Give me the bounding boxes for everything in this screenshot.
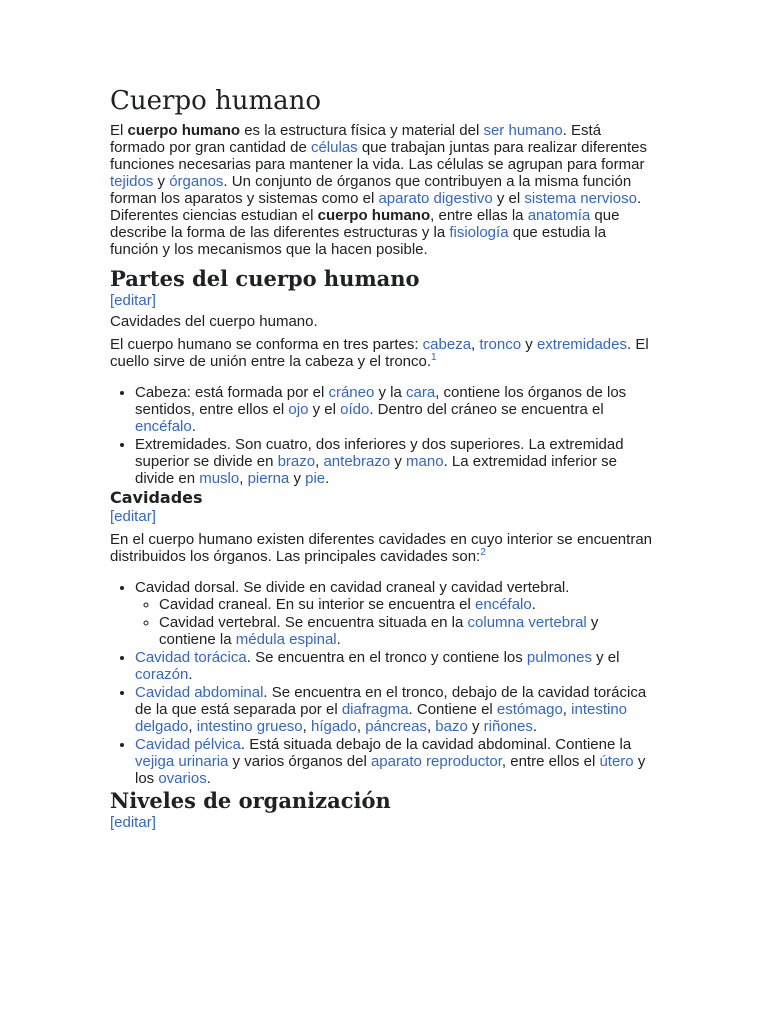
- wiki-link[interactable]: cráneo: [328, 384, 375, 401]
- wiki-link[interactable]: riñones: [483, 718, 533, 735]
- partes-paragraph: El cuerpo humano se conforma en tres partes: cabeza, tronco y extremidades. El cuello sirve de unión entre la cabeza y el tronco.$^1$: [110, 336, 649, 370]
- wiki-link[interactable]: extremidades: [536, 336, 627, 353]
- edit-link-partes[interactable]: [editar]: [110, 292, 156, 309]
- wiki-link[interactable]: estómago: [496, 701, 563, 718]
- wiki-link[interactable]: ojo: [288, 401, 309, 418]
- wiki-link[interactable]: pierna: [247, 470, 290, 487]
- page-title: Cuerpo humano: [110, 86, 322, 116]
- intro-paragraph: El cuerpo humano es la estructura física y material del ser humano. Está formado por gran cantidad de células que trabajan juntas para realizar diferentes funciones necesarias para mantener la vida. Las células se agrupan para formar tejidos y órganos. Un conjunto de órganos que contribuyen a la misma función forman los aparatos y sistemas como el aparato digestivo y el sistema nervioso. Diferentes ciencias estudian el cuerpo humano, entre ellas la anatomía que describe la forma de las diferentes estructuras y la fisiología que estudia la función y los mecanismos que la hacen posible.: [110, 122, 648, 258]
- list-item: ◦ Cavidad craneal. En su interior se encuentra el encéfalo.: [159, 596, 655, 613]
- wiki-link[interactable]: anatomía: [527, 207, 591, 224]
- list-item: [135, 579, 655, 648]
- wiki-link[interactable]: corazón: [135, 666, 189, 683]
- wiki-link[interactable]: cara: [406, 384, 436, 401]
- wiki-link[interactable]: muslo: [199, 470, 240, 487]
- wiki-link[interactable]: médula espinal: [235, 631, 337, 648]
- wiki-link[interactable]: intestino grueso: [196, 718, 303, 735]
- wiki-link[interactable]: Cavidad torácica: [135, 649, 247, 666]
- wiki-link[interactable]: columna vertebral: [467, 614, 587, 631]
- wiki-link[interactable]: órganos: [169, 173, 224, 190]
- wiki-link[interactable]: oído: [340, 401, 370, 418]
- wiki-link[interactable]: fisiología: [449, 224, 509, 241]
- wiki-link[interactable]: aparato digestivo: [378, 190, 493, 207]
- bold-term: cuerpo humano: [317, 207, 431, 224]
- wiki-link[interactable]: ser humano: [483, 122, 563, 139]
- wiki-link[interactable]: intestino delgado: [135, 701, 628, 735]
- wiki-link[interactable]: pie: [305, 470, 326, 487]
- footnote-link[interactable]: 1: [431, 352, 437, 363]
- list-item: • Cavidad pélvica. Está situada debajo de la cavidad abdominal. Contiene la vejiga urinaria y varios órganos del aparato reproductor, entre ellos el útero y los ovarios.: [135, 736, 655, 787]
- wiki-link[interactable]: mano: [406, 453, 444, 470]
- wiki-link[interactable]: aparato reproductor: [370, 753, 502, 770]
- cavidades-paragraph: En el cuerpo humano existen diferentes cavidades en cuyo interior se encuentran distribuidos los órganos. Las principales cavidades son:$^2$: [110, 531, 652, 565]
- wiki-link[interactable]: vejiga urinaria: [135, 753, 229, 770]
- wiki-link[interactable]: hígado: [310, 718, 357, 735]
- list-item: • Cavidad abdominal. Se encuentra en el tronco, debajo de la cavidad torácica de la que está separada por el diafragma. Contiene el estómago, intestino delgado, intestino grueso, hígado, páncreas, bazo y riñones.: [135, 684, 655, 735]
- wiki-link[interactable]: encéfalo: [135, 418, 192, 435]
- wiki-link[interactable]: bazo: [435, 718, 468, 735]
- edit-link-cavidades[interactable]: [editar]: [110, 508, 156, 525]
- image-caption: Cavidades del cuerpo humano.: [110, 313, 318, 330]
- wiki-link[interactable]: antebrazo: [323, 453, 391, 470]
- section-heading-niveles: Niveles de organización: [110, 788, 391, 813]
- wiki-link[interactable]: encéfalo: [475, 596, 532, 613]
- article: [110, 84, 655, 835]
- wiki-link[interactable]: tronco: [479, 336, 522, 353]
- wiki-link[interactable]: sistema nervioso: [524, 190, 637, 207]
- wiki-link[interactable]: tejidos: [110, 173, 154, 190]
- wiki-link[interactable]: pulmones: [526, 649, 592, 666]
- partes-list: [110, 384, 655, 487]
- wiki-link[interactable]: células: [310, 139, 358, 156]
- edit-link-niveles[interactable]: [editar]: [110, 814, 156, 831]
- wiki-link[interactable]: cabeza: [422, 336, 472, 353]
- wiki-link[interactable]: ovarios: [158, 770, 207, 787]
- list-item: • Cabeza: está formada por el cráneo y la cara, contiene los órganos de los sentidos, entre ellos el ojo y el oído. Dentro del cráneo se encuentra el encéfalo.: [135, 384, 655, 435]
- section-heading-cavidades: Cavidades: [110, 488, 203, 507]
- wiki-link[interactable]: útero: [599, 753, 634, 770]
- wiki-link[interactable]: Cavidad pélvica: [135, 736, 241, 753]
- list-item: ◦ Cavidad vertebral. Se encuentra situada en la columna vertebral y contiene la médula espinal.: [159, 614, 655, 648]
- list-item: • Extremidades. Son cuatro, dos inferiores y dos superiores. La extremidad superior se divide en brazo, antebrazo y mano. La extremidad inferior se divide en muslo, pierna y pie.: [135, 436, 655, 487]
- cavidades-list: [110, 579, 655, 787]
- section-heading-partes: Partes del cuerpo humano: [110, 266, 420, 291]
- cavidad-dorsal-text: Cavidad dorsal. Se divide en cavidad craneal y cavidad vertebral.: [135, 579, 570, 596]
- footnote-link[interactable]: 2: [480, 547, 486, 558]
- list-item: • Cavidad torácica. Se encuentra en el tronco y contiene los pulmones y el corazón.: [135, 649, 655, 683]
- bold-term: cuerpo humano: [127, 122, 241, 139]
- wiki-link[interactable]: diafragma: [341, 701, 409, 718]
- dorsal-sublist: [135, 596, 655, 648]
- wiki-link[interactable]: Cavidad abdominal: [135, 684, 264, 701]
- wiki-link[interactable]: páncreas: [365, 718, 427, 735]
- wiki-link[interactable]: brazo: [277, 453, 316, 470]
